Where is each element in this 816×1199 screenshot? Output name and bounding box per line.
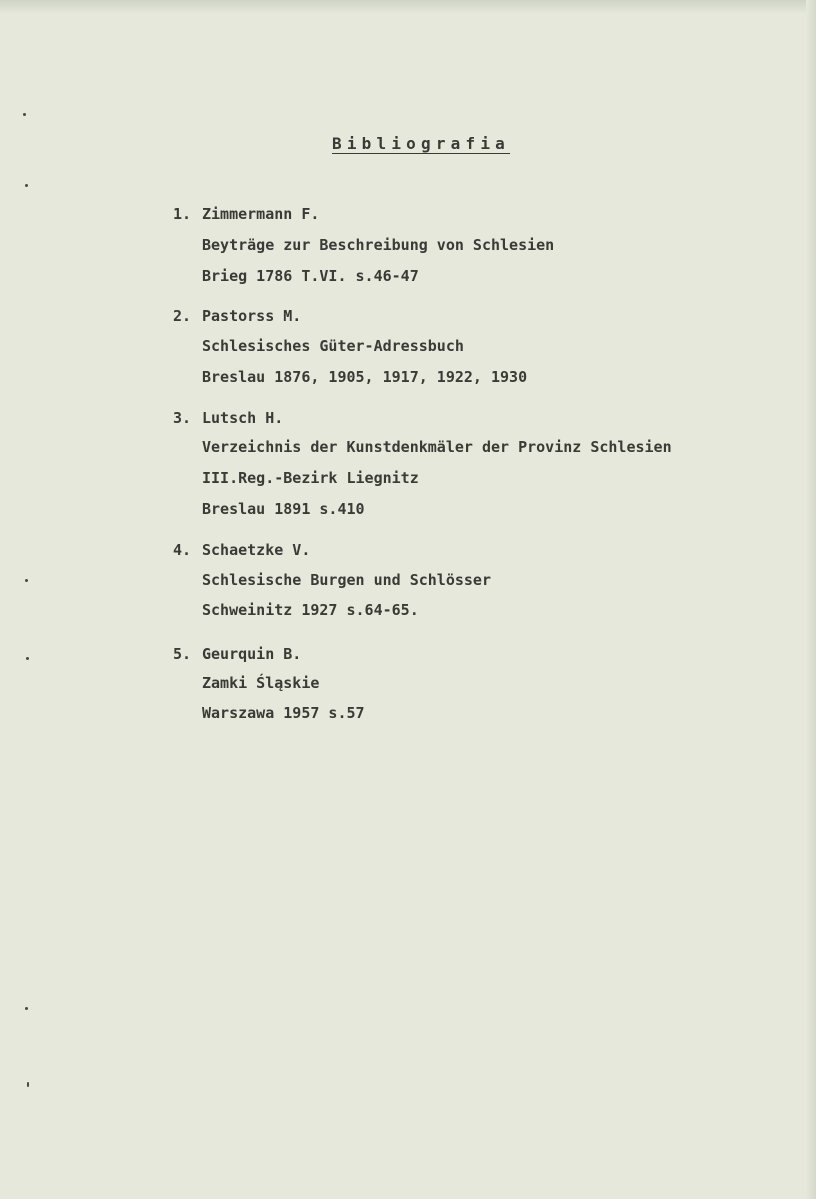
margin-speck xyxy=(25,1007,28,1010)
entry-publication: Schweinitz 1927 s.64-65. xyxy=(202,601,419,619)
entry-number: 3. xyxy=(173,409,192,427)
page-right-edge xyxy=(806,0,816,1199)
entry-publication: Breslau 1891 s.410 xyxy=(202,500,365,518)
entry-number: 2. xyxy=(173,307,192,325)
margin-speck xyxy=(27,1082,29,1087)
entry-subtitle: III.Reg.-Bezirk Liegnitz xyxy=(202,469,419,487)
page-top-edge xyxy=(0,0,816,14)
entry-title: Beyträge zur Beschreibung von Schlesien xyxy=(202,236,555,254)
margin-speck xyxy=(26,657,29,660)
entry-number: 5. xyxy=(173,645,192,663)
entry-title: Zamki Śląskie xyxy=(202,674,320,692)
margin-speck xyxy=(25,579,28,582)
entry-number: 1. xyxy=(173,205,192,223)
entry-author: Schaetzke V. xyxy=(202,541,311,559)
entry-author: Lutsch H. xyxy=(202,409,284,427)
margin-speck xyxy=(23,113,26,116)
entry-publication: Brieg 1786 T.VI. s.46-47 xyxy=(202,267,419,285)
page-title: Bibliografia xyxy=(332,134,510,153)
entry-publication: Breslau 1876, 1905, 1917, 1922, 1930 xyxy=(202,368,528,386)
entry-title: Schlesische Burgen und Schlösser xyxy=(202,571,491,589)
entry-number: 4. xyxy=(173,541,192,559)
margin-speck xyxy=(25,184,28,187)
entry-title: Schlesisches Güter-Adressbuch xyxy=(202,337,464,355)
entry-publication: Warszawa 1957 s.57 xyxy=(202,704,365,722)
entry-title: Verzeichnis der Kunstdenkmäler der Provinz Schlesien xyxy=(202,438,672,456)
entry-author: Geurquin B. xyxy=(202,645,302,663)
entry-author: Zimmermann F. xyxy=(202,205,320,223)
entry-author: Pastorss M. xyxy=(202,307,302,325)
